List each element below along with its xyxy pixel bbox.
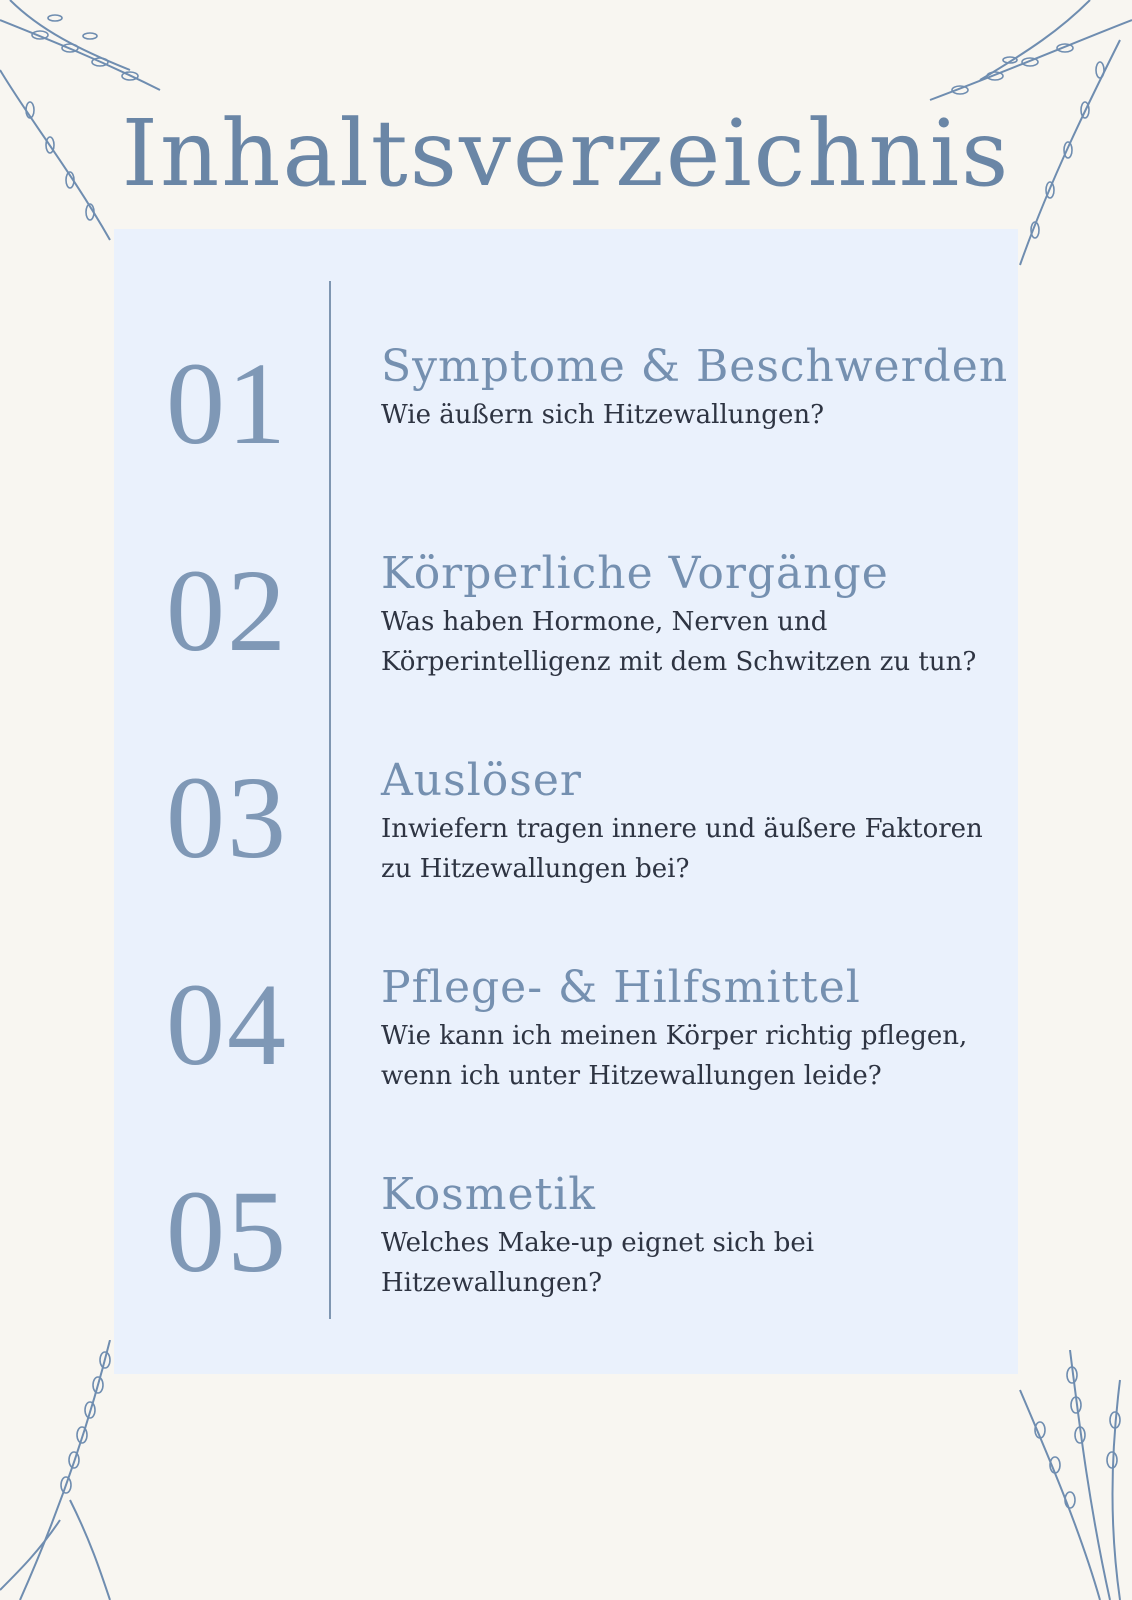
entry-number: 04 — [166, 959, 288, 1090]
entry-description: Was haben Hormone, Nerven und Körperintelligenz mit dem Schwitzen zu tun? — [381, 607, 977, 677]
entry-number: 05 — [166, 1166, 288, 1297]
entry-description: Wie kann ich meinen Körper richtig pflegen, wenn ich unter Hitzewallungen leide? — [381, 1021, 968, 1091]
page-title: Inhaltsverzeichnis — [121, 100, 1011, 207]
entry-number: 02 — [166, 545, 288, 676]
entry-description: Inwiefern tragen innere und äußere Faktoren zu Hitzewallungen bei? — [381, 814, 983, 884]
entry-number: 03 — [166, 752, 288, 883]
entry-description: Wie äußern sich Hitzewallungen? — [381, 400, 825, 430]
entry-heading: Symptome & Beschwerden — [381, 341, 1009, 392]
entry-heading: Pflege- & Hilfsmittel — [381, 962, 861, 1013]
entry-heading: Auslöser — [381, 755, 582, 806]
vertical-divider — [329, 281, 331, 1319]
entry-description: Welches Make-up eignet sich bei Hitzewallungen? — [381, 1228, 815, 1298]
entry-heading: Kosmetik — [381, 1169, 596, 1220]
entry-number: 01 — [166, 338, 288, 469]
lavender-sprig-icon — [1010, 1350, 1132, 1600]
lavender-sprig-icon — [0, 1340, 130, 1600]
entry-heading: Körperliche Vorgänge — [381, 548, 889, 599]
